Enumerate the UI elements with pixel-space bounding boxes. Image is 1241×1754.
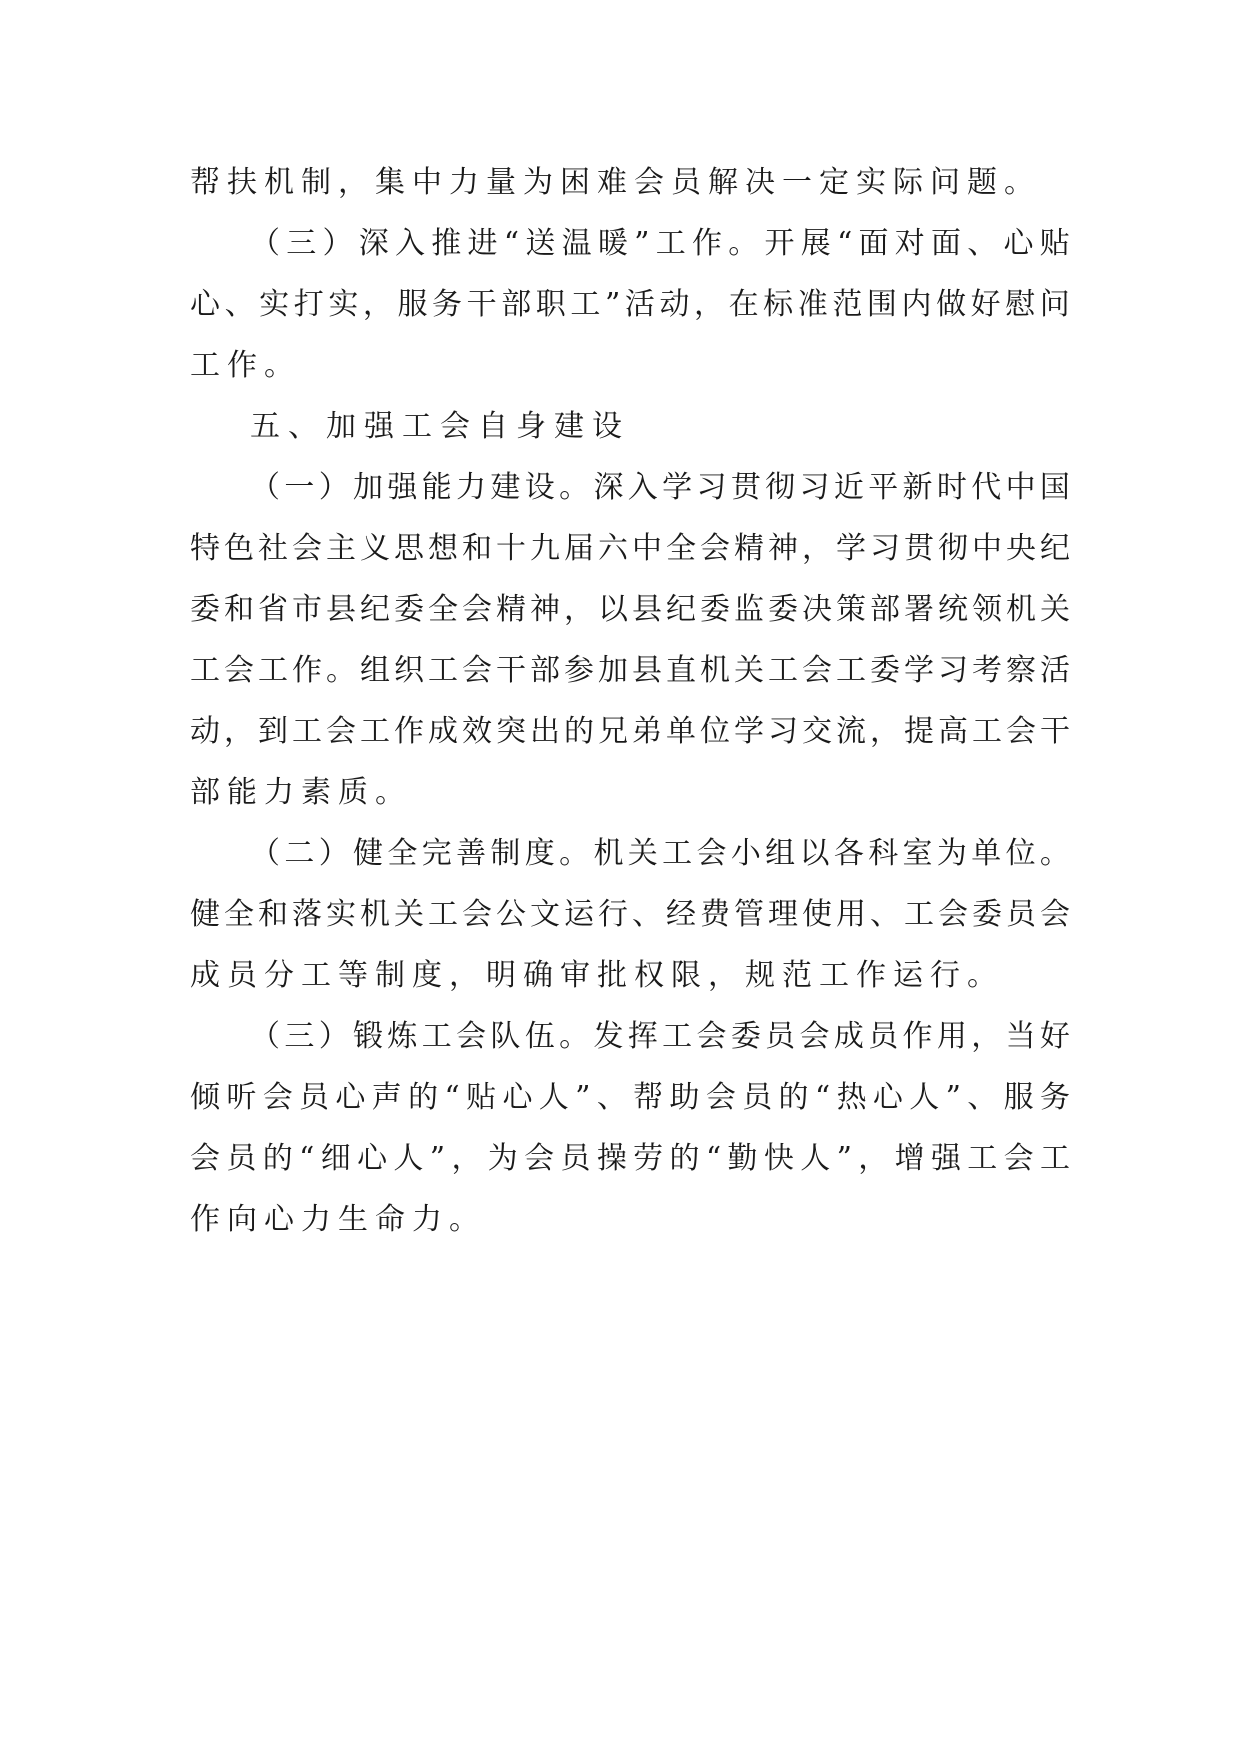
text-line: 特 色 社 会 主 义 思 想 和 十 九 届 六 中 全 会 精 神 ， 学 习 贯 彻 中 央 纪 bbox=[190, 531, 1070, 566]
document-body bbox=[190, 152, 1070, 1250]
text-line: （ 三 ） 锻 炼 工 会 队 伍 。 发 挥 工 会 委 员 会 成 员 作 用 ， 当 好 bbox=[250, 1019, 1070, 1054]
text-line: 委 和 省 市 县 纪 委 全 会 精 神 ， 以 县 纪 委 监 委 决 策 部 署 统 领 机 关 bbox=[190, 592, 1070, 627]
text-line: （ 二 ） 健 全 完 善 制 度 。 机 关 工 会 小 组 以 各 科 室 为 单 位 。 bbox=[250, 836, 1070, 871]
text-line: 健 全 和 落 实 机 关 工 会 公 文 运 行 、 经 费 管 理 使 用 、 工 会 委 员 会 bbox=[190, 897, 1070, 932]
text-line: 帮扶机制，集中力量为困难会员解决一定实际问题。 bbox=[190, 165, 1041, 200]
text-line: （ 一 ） 加 强 能 力 建 设 。 深 入 学 习 贯 彻 习 近 平 新 时 代 中 国 bbox=[250, 470, 1070, 505]
text-line: 动 ， 到 工 会 工 作 成 效 突 出 的 兄 弟 单 位 学 习 交 流 ， 提 高 工 会 干 bbox=[190, 714, 1070, 749]
text-line: 作向心力生命力。 bbox=[190, 1202, 486, 1237]
text-line: 会 员 的 “ 细 心 人 ” ， 为 会 员 操 劳 的 “ 勤 快 人 ” ， 增 强 工 会 工 bbox=[190, 1141, 1070, 1176]
text-line: 成员分工等制度，明确审批权限，规范工作运行。 bbox=[190, 958, 1004, 993]
section-heading: 五、加强工会自身建设 bbox=[250, 409, 630, 444]
text-line: （ 三 ） 深 入 推 进 “ 送 温 暖 ” 工 作 。 开 展 “ 面 对 面 、 心 贴 bbox=[250, 226, 1070, 261]
text-line: 工作。 bbox=[190, 348, 301, 383]
text-line: 工 会 工 作 。 组 织 工 会 干 部 参 加 县 直 机 关 工 会 工 委 学 习 考 察 活 bbox=[190, 653, 1070, 688]
text-line: 心 、 实 打 实 ， 服 务 干 部 职 工 ” 活 动 ， 在 标 准 范 围 内 做 好 慰 问 bbox=[190, 287, 1070, 322]
text-line: 部能力素质。 bbox=[190, 775, 412, 810]
text-line: 倾 听 会 员 心 声 的 “ 贴 心 人 ” 、 帮 助 会 员 的 “ 热 心 人 ” 、 服 务 bbox=[190, 1080, 1070, 1115]
